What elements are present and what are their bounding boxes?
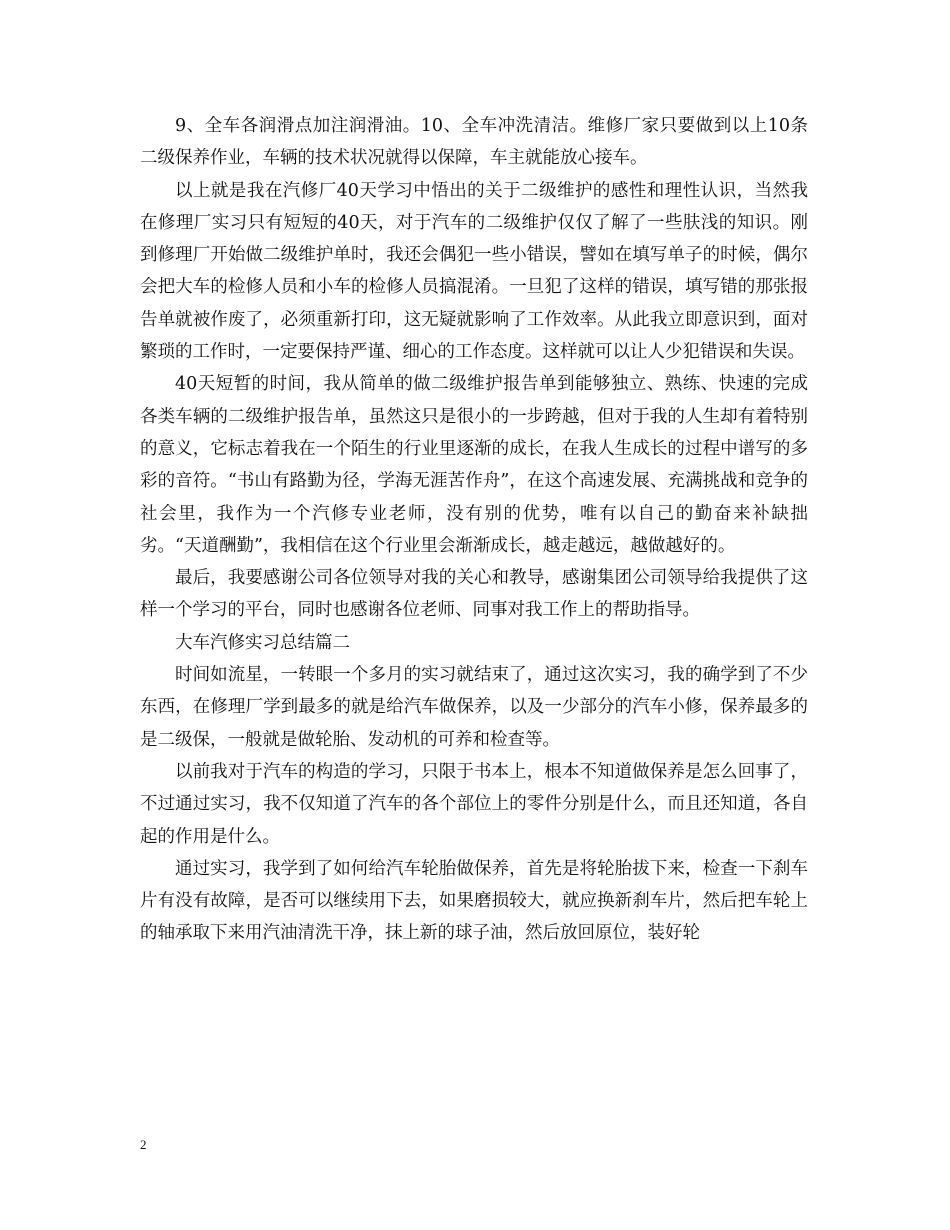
- paragraph-6: 以前我对于汽车的构造的学习，只限于书本上，根本不知道做保养是怎么回事了，不过通过实习，我不仅知道了汽车的各个部位上的零件分别是什么，而且还知道，各自起的作用是什么。: [140, 761, 808, 847]
- paragraph-2: 以上就是我在汽修厂40天学习中悟出的关于二级维护的感性和理性认识，当然我在修理厂实习只有短短的40天，对于汽车的二级维护仅仅了解了一些肤浅的知识。刚到修理厂开始做二级维护单时，我还会偶犯一些小错误，譬如在填写单子的时候，偶尔会把大车的检修人员和小车的检修人员搞混淆。一旦犯了这样的错误，填写错的那张报告单就被作废了，必须重新打印，这无疑就影响了工作效率。从此我立即意识到，面对繁琐的工作时，一定要保持严谨、细心的工作态度。这样就可以让人少犯错误和失误。: [140, 180, 808, 363]
- paragraph-4: 最后，我要感谢公司各位领导对我的关心和教导，感谢集团公司领导给我提供了这样一个学习的平台，同时也感谢各位老师、同事对我工作上的帮助指导。: [140, 568, 808, 621]
- paragraph-1: 9、全车各润滑点加注润滑油。10、全车冲洗清洁。维修厂家只要做到以上10条二级保养作业，车辆的技术状况就得以保障，车主就能放心接车。: [140, 116, 808, 169]
- paragraph-5: 时间如流星，一转眼一个多月的实习就结束了，通过这次实习，我的确学到了不少东西，在修理厂学到最多的就是给汽车做保养，以及一少部分的汽车小修，保养最多的是二级保，一般就是做轮胎、发动机的可养和检查等。: [140, 665, 808, 750]
- document-body: [140, 110, 808, 950]
- paragraph-3: 40天短暂的时间，我从简单的做二级维护报告单到能够独立、熟练、快速的完成各类车辆的二级维护报告单，虽然这只是很小的一步跨越，但对于我的人生却有着特别的意义，它标志着我在一个陌生的行业里逐渐的成长，在我人生成长的过程中谱写的多彩的音符。“书山有路勤为径，学海无涯苦作舟”，在这个高速发展、充满挑战和竞争的社会里，我作为一个汽修专业老师，没有别的优势，唯有以自己的勤奋来补缺拙劣。“天道酬勤”，我相信在这个行业里会渐渐成长，越走越远，越做越好的。: [140, 374, 808, 556]
- section-heading: 大车汽修实习总结篇二: [175, 632, 350, 653]
- paragraph-7: 通过实习，我学到了如何给汽车轮胎做保养，首先是将轮胎拔下来，检查一下刹车片有没有故障，是否可以继续用下去，如果磨损较大，就应换新刹车片，然后把车轮上的轴承取下来用汽油清洗干净，抹上新的球子油，然后放回原位，装好轮: [140, 858, 808, 944]
- page-number: 2: [140, 1137, 147, 1152]
